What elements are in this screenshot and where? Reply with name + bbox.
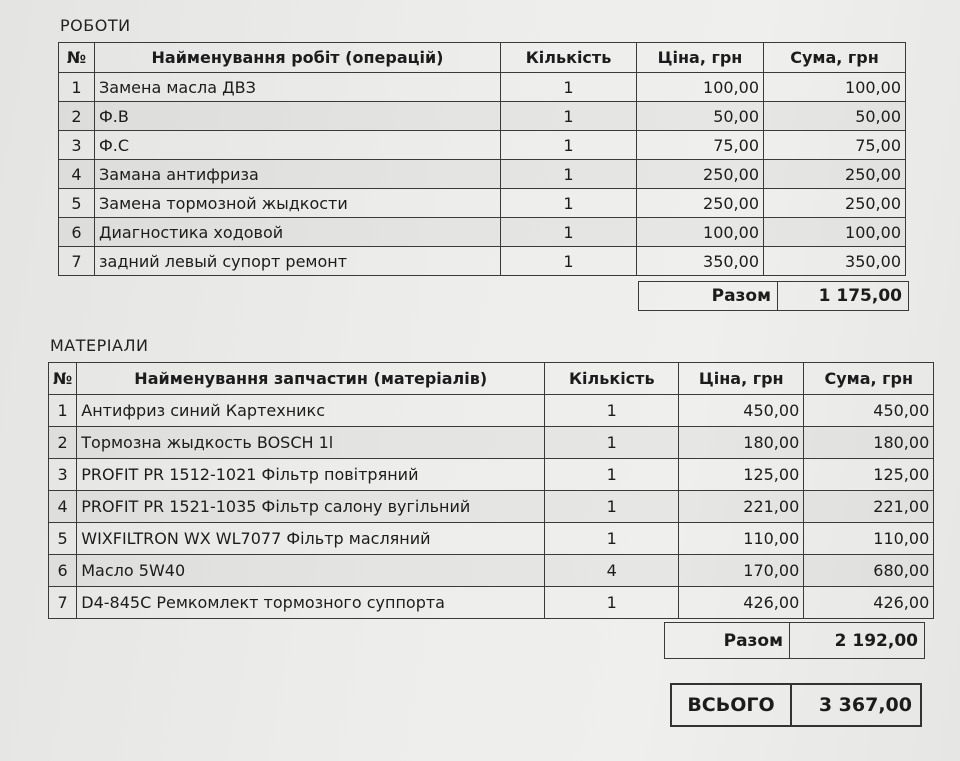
- material-name: Тормозна жыдкость BOSCH 1l: [77, 427, 545, 459]
- work-name: Замена тормозной жыдкости: [95, 189, 501, 218]
- price: 100,00: [637, 218, 764, 247]
- works-header-number: №: [59, 43, 95, 73]
- row-number: 4: [59, 160, 95, 189]
- row-number: 6: [49, 555, 77, 587]
- price: 221,00: [679, 491, 804, 523]
- sum: 180,00: [804, 427, 934, 459]
- materials-row: [49, 491, 934, 523]
- price: 426,00: [679, 587, 804, 619]
- row-number: 3: [59, 131, 95, 160]
- quantity: 1: [501, 73, 637, 102]
- price: 100,00: [637, 73, 764, 102]
- quantity: 1: [501, 189, 637, 218]
- materials-header-row: [49, 363, 934, 395]
- row-number: 3: [49, 459, 77, 491]
- works-table: [58, 42, 906, 276]
- materials-total-label: Разом: [665, 623, 790, 659]
- price: 450,00: [679, 395, 804, 427]
- works-header-sum: Сума, грн: [764, 43, 906, 73]
- row-number: 1: [49, 395, 77, 427]
- grand-total: [670, 683, 922, 727]
- materials-header-number: №: [49, 363, 77, 395]
- sum: 100,00: [764, 73, 906, 102]
- row-number: 7: [59, 247, 95, 276]
- quantity: 4: [545, 555, 679, 587]
- quantity: 1: [545, 395, 679, 427]
- quantity: 1: [545, 523, 679, 555]
- price: 250,00: [637, 160, 764, 189]
- quantity: 1: [501, 218, 637, 247]
- sum: 426,00: [804, 587, 934, 619]
- materials-row: [49, 395, 934, 427]
- quantity: 1: [501, 160, 637, 189]
- works-row: [59, 131, 906, 160]
- price: 75,00: [637, 131, 764, 160]
- works-header-row: [59, 43, 906, 73]
- works-row: [59, 102, 906, 131]
- sum: 50,00: [764, 102, 906, 131]
- row-number: 1: [59, 73, 95, 102]
- work-name: Ф.С: [95, 131, 501, 160]
- quantity: 1: [545, 587, 679, 619]
- row-number: 7: [49, 587, 77, 619]
- row-number: 6: [59, 218, 95, 247]
- material-name: Масло 5W40: [77, 555, 545, 587]
- sum: 250,00: [764, 160, 906, 189]
- work-name: Ф.В: [95, 102, 501, 131]
- materials-row: [49, 587, 934, 619]
- materials-header-quantity: Кількість: [545, 363, 679, 395]
- quantity: 1: [501, 247, 637, 276]
- works-total-label: Разом: [639, 282, 778, 311]
- works-row: [59, 73, 906, 102]
- price: 250,00: [637, 189, 764, 218]
- materials-header-sum: Сума, грн: [804, 363, 934, 395]
- sum: 125,00: [804, 459, 934, 491]
- materials-header-name: Найменування запчастин (матеріалів): [77, 363, 545, 395]
- material-name: Антифриз синий Картехникс: [77, 395, 545, 427]
- works-header-name: Найменування робіт (операцій): [95, 43, 501, 73]
- grand-total-label: ВСЬОГО: [671, 684, 791, 726]
- quantity: 1: [501, 102, 637, 131]
- price: 50,00: [637, 102, 764, 131]
- material-name: PROFIT PR 1512-1021 Фільтр повітряний: [77, 459, 545, 491]
- works-row: [59, 160, 906, 189]
- materials-row: [49, 555, 934, 587]
- works-header-price: Ціна, грн: [637, 43, 764, 73]
- material-name: PROFIT PR 1521-1035 Фільтр салону вугільний: [77, 491, 545, 523]
- materials-row: [49, 459, 934, 491]
- materials-section-title: МАТЕРІАЛИ: [50, 336, 149, 355]
- quantity: 1: [501, 131, 637, 160]
- works-total: [638, 281, 909, 311]
- quantity: 1: [545, 427, 679, 459]
- row-number: 4: [49, 491, 77, 523]
- sum: 250,00: [764, 189, 906, 218]
- grand-total-value: 3 367,00: [791, 684, 921, 726]
- sum: 75,00: [764, 131, 906, 160]
- price: 110,00: [679, 523, 804, 555]
- sum: 450,00: [804, 395, 934, 427]
- material-name: WIXFILTRON WX WL7077 Фільтр масляний: [77, 523, 545, 555]
- sum: 100,00: [764, 218, 906, 247]
- row-number: 2: [59, 102, 95, 131]
- price: 170,00: [679, 555, 804, 587]
- material-name: D4-845C Ремкомлект тормозного суппорта: [77, 587, 545, 619]
- sum: 221,00: [804, 491, 934, 523]
- works-row: [59, 218, 906, 247]
- materials-total: [664, 622, 925, 659]
- row-number: 2: [49, 427, 77, 459]
- materials-table: [48, 362, 934, 619]
- works-row: [59, 189, 906, 218]
- works-total-value: 1 175,00: [778, 282, 909, 311]
- materials-row: [49, 523, 934, 555]
- work-name: задний левый супорт ремонт: [95, 247, 501, 276]
- sum: 350,00: [764, 247, 906, 276]
- row-number: 5: [49, 523, 77, 555]
- sum: 680,00: [804, 555, 934, 587]
- works-header-quantity: Кількість: [501, 43, 637, 73]
- work-name: Замана антифриза: [95, 160, 501, 189]
- price: 180,00: [679, 427, 804, 459]
- quantity: 1: [545, 491, 679, 523]
- materials-total-value: 2 192,00: [790, 623, 925, 659]
- quantity: 1: [545, 459, 679, 491]
- materials-row: [49, 427, 934, 459]
- work-name: Замена масла ДВЗ: [95, 73, 501, 102]
- price: 350,00: [637, 247, 764, 276]
- row-number: 5: [59, 189, 95, 218]
- work-name: Диагностика ходовой: [95, 218, 501, 247]
- price: 125,00: [679, 459, 804, 491]
- works-section-title: РОБОТИ: [60, 16, 131, 35]
- works-row: [59, 247, 906, 276]
- sum: 110,00: [804, 523, 934, 555]
- materials-header-price: Ціна, грн: [679, 363, 804, 395]
